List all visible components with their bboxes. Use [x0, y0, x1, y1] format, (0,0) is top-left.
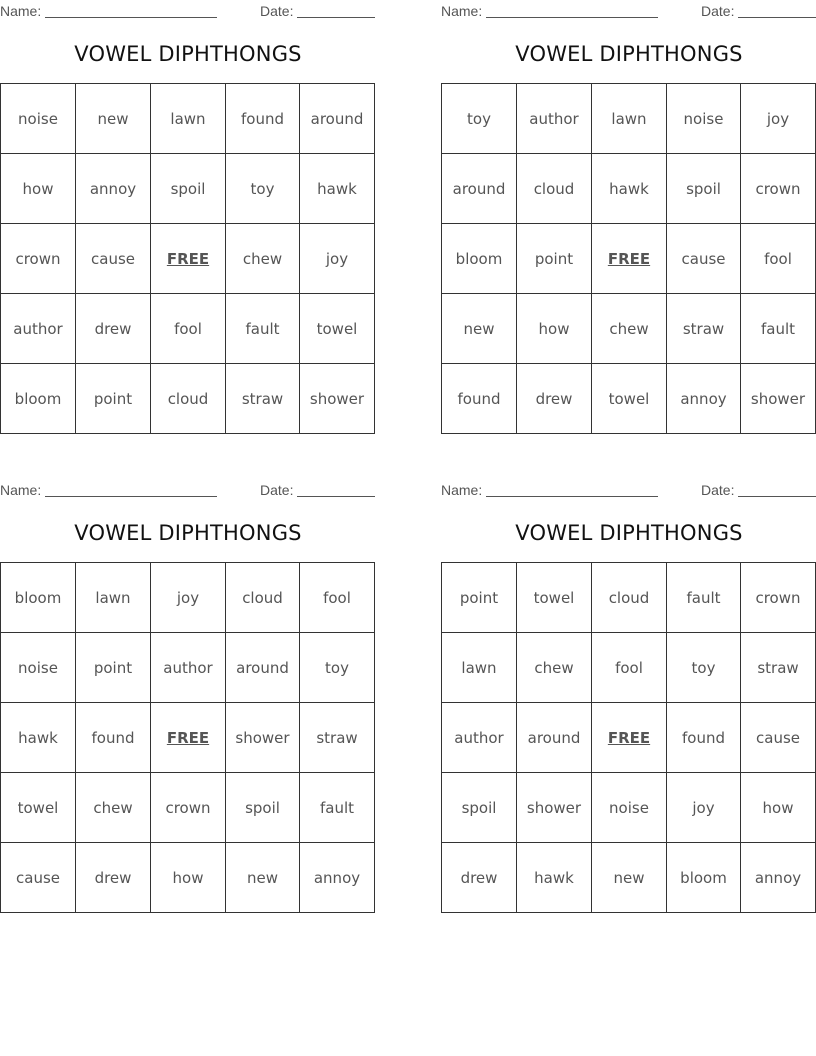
bingo-cell: new — [442, 294, 517, 364]
bingo-cell: noise — [592, 773, 667, 843]
bingo-cell: found — [667, 703, 741, 773]
bingo-cell: bloom — [442, 224, 517, 294]
bingo-cell: author — [442, 703, 517, 773]
bingo-cell: drew — [76, 294, 151, 364]
bingo-cell: noise — [667, 84, 741, 154]
bingo-cell: joy — [667, 773, 741, 843]
name-line — [45, 17, 217, 18]
bingo-cell: shower — [741, 364, 816, 434]
card-title: VOWEL DIPHTHONGS — [74, 521, 302, 545]
bingo-cell: toy — [667, 633, 741, 703]
bingo-cell: bloom — [1, 563, 76, 633]
bingo-cell: lawn — [592, 84, 667, 154]
bingo-cell: hawk — [300, 154, 375, 224]
bingo-cell: point — [442, 563, 517, 633]
bingo-cell: how — [517, 294, 592, 364]
bingo-cell: cloud — [517, 154, 592, 224]
bingo-cell: annoy — [300, 843, 375, 913]
bingo-cell: point — [517, 224, 592, 294]
bingo-cell: spoil — [667, 154, 741, 224]
bingo-card — [0, 479, 376, 887]
bingo-cell: cause — [76, 224, 151, 294]
bingo-cell: new — [592, 843, 667, 913]
bingo-cell: drew — [442, 843, 517, 913]
name-label: Name: — [441, 3, 483, 19]
bingo-cell: lawn — [151, 84, 226, 154]
date-label: Date: — [701, 482, 735, 498]
name-line — [486, 496, 658, 497]
bingo-cell: found — [226, 84, 300, 154]
bingo-cell: joy — [151, 563, 226, 633]
bingo-grid — [0, 83, 375, 434]
bingo-cell: hawk — [517, 843, 592, 913]
bingo-cell: hawk — [1, 703, 76, 773]
card-title: VOWEL DIPHTHONGS — [515, 42, 743, 66]
bingo-cell: cloud — [592, 563, 667, 633]
card-title: VOWEL DIPHTHONGS — [74, 42, 302, 66]
bingo-cell: around — [226, 633, 300, 703]
bingo-cell: towel — [1, 773, 76, 843]
bingo-cell: crown — [741, 154, 816, 224]
bingo-cell: around — [517, 703, 592, 773]
bingo-grid — [0, 562, 375, 913]
bingo-cell: point — [76, 364, 151, 434]
bingo-cell: author — [1, 294, 76, 364]
bingo-cell: toy — [300, 633, 375, 703]
bingo-cell: hawk — [592, 154, 667, 224]
bingo-cell: how — [151, 843, 226, 913]
bingo-card — [0, 0, 376, 408]
bingo-cell: chew — [76, 773, 151, 843]
free-space: FREE — [151, 703, 226, 773]
name-label: Name: — [441, 482, 483, 498]
card-header — [0, 479, 376, 501]
bingo-cell: crown — [741, 563, 816, 633]
free-space: FREE — [151, 224, 226, 294]
bingo-cell: chew — [226, 224, 300, 294]
bingo-cell: fault — [226, 294, 300, 364]
bingo-cell: spoil — [151, 154, 226, 224]
free-space: FREE — [592, 703, 667, 773]
name-line — [486, 17, 658, 18]
bingo-cell: toy — [442, 84, 517, 154]
bingo-cell: towel — [300, 294, 375, 364]
bingo-cell: annoy — [667, 364, 741, 434]
bingo-cell: shower — [517, 773, 592, 843]
bingo-cell: found — [442, 364, 517, 434]
date-label: Date: — [701, 3, 735, 19]
bingo-cell: cause — [1, 843, 76, 913]
bingo-cell: point — [76, 633, 151, 703]
card-header — [441, 479, 816, 501]
bingo-cell: found — [76, 703, 151, 773]
bingo-cell: author — [151, 633, 226, 703]
bingo-cell: drew — [76, 843, 151, 913]
bingo-cell: joy — [741, 84, 816, 154]
bingo-cell: author — [517, 84, 592, 154]
bingo-cell: annoy — [741, 843, 816, 913]
bingo-cell: chew — [592, 294, 667, 364]
bingo-card — [441, 0, 816, 408]
bingo-cell: how — [1, 154, 76, 224]
bingo-card — [441, 479, 816, 887]
name-line — [45, 496, 217, 497]
date-line — [297, 17, 375, 18]
bingo-cell: fool — [151, 294, 226, 364]
bingo-cell: toy — [226, 154, 300, 224]
bingo-cell: crown — [151, 773, 226, 843]
bingo-cell: cause — [741, 703, 816, 773]
bingo-cell: fool — [592, 633, 667, 703]
card-header — [0, 0, 376, 22]
bingo-cell: crown — [1, 224, 76, 294]
bingo-cell: cloud — [226, 563, 300, 633]
bingo-cell: towel — [592, 364, 667, 434]
free-space: FREE — [592, 224, 667, 294]
bingo-cell: around — [300, 84, 375, 154]
name-label: Name: — [0, 482, 42, 498]
bingo-cell: noise — [1, 633, 76, 703]
date-line — [738, 496, 816, 497]
bingo-cell: fool — [741, 224, 816, 294]
bingo-cell: spoil — [442, 773, 517, 843]
bingo-cell: straw — [741, 633, 816, 703]
bingo-cell: lawn — [442, 633, 517, 703]
bingo-cell: cloud — [151, 364, 226, 434]
bingo-grid — [441, 83, 816, 434]
card-title: VOWEL DIPHTHONGS — [515, 521, 743, 545]
bingo-cell: shower — [226, 703, 300, 773]
bingo-cell: straw — [667, 294, 741, 364]
bingo-cell: around — [442, 154, 517, 224]
name-label: Name: — [0, 3, 42, 19]
bingo-cell: straw — [226, 364, 300, 434]
bingo-cell: bloom — [667, 843, 741, 913]
bingo-cell: spoil — [226, 773, 300, 843]
bingo-cell: straw — [300, 703, 375, 773]
bingo-cell: noise — [1, 84, 76, 154]
bingo-cell: new — [76, 84, 151, 154]
bingo-cell: annoy — [76, 154, 151, 224]
bingo-cell: joy — [300, 224, 375, 294]
bingo-cell: bloom — [1, 364, 76, 434]
card-header — [441, 0, 816, 22]
date-label: Date: — [260, 3, 294, 19]
bingo-cell: fault — [300, 773, 375, 843]
bingo-cell: drew — [517, 364, 592, 434]
bingo-cell: lawn — [76, 563, 151, 633]
bingo-cell: shower — [300, 364, 375, 434]
bingo-cell: how — [741, 773, 816, 843]
bingo-cell: chew — [517, 633, 592, 703]
bingo-grid — [441, 562, 816, 913]
date-line — [738, 17, 816, 18]
bingo-cell: fool — [300, 563, 375, 633]
bingo-cell: cause — [667, 224, 741, 294]
bingo-cell: fault — [741, 294, 816, 364]
bingo-cell: towel — [517, 563, 592, 633]
bingo-cell: fault — [667, 563, 741, 633]
date-label: Date: — [260, 482, 294, 498]
bingo-cell: new — [226, 843, 300, 913]
date-line — [297, 496, 375, 497]
